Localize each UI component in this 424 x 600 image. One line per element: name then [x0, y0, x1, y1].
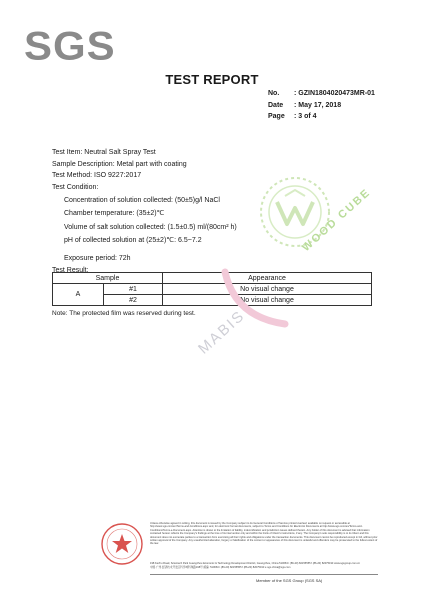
report-meta	[268, 88, 375, 123]
header-appearance: Appearance	[163, 273, 372, 284]
condition-ph: pH of collected solution at (25±2)℃: 6.5~7.2	[64, 237, 202, 245]
specimen-id: #1	[104, 284, 163, 295]
meta-date	[268, 100, 375, 112]
meta-label: Page	[268, 113, 285, 120]
sgs-logo: SGS	[24, 23, 116, 68]
test-item: Test Item: Neutral Salt Spray Test	[52, 149, 156, 156]
specimen-id: #2	[104, 295, 163, 306]
terms-fine-print: Unless otherwise agreed in writing, this document is issued by the Company subject to its General Conditions of Service printed overleaf, available on request or accessible at http://www.sgs.com/en/Terms-and-Conditions.aspx and, for electronic format documents, subject to Terms and Conditions for Electronic Documents at http://www.sgs.com/en/Terms-and-Conditions/Terms-e-Document.aspx. Attention is drawn to the limitation of liability, indemnification and jurisdiction issues defined therein. Any holder of this document is advised that information contained hereon reflects the Company's findings at the time of its intervention only and within the limits of Client's instructions, if any. The Company's sole responsibility is to its Client and this document does not exonerate parties to a transaction from exercising all their rights and obligations under the transaction documents. This document cannot be reproduced except in full, without prior written approval of the Company. Any unauthorized alteration, forgery or falsification of the content or appearance of this document is unlawful and offenders may be prosecuted to the fullest extent of the law.	[150, 522, 378, 546]
meta-value: : 3 of 4	[294, 113, 317, 120]
meta-label: No.	[268, 90, 280, 97]
note: Note: The protected film was reserved during test.	[52, 310, 196, 317]
sample-description: Sample Description: Metal part with coating	[52, 160, 187, 168]
address-en: 198 Kezhu Road, Scientech Park Guangzhou Economic & Technology Development District, Guangzhou, China 510663 t (86-20) 82155555 f (86-20) 82075193 www.sgsgroup.com.cn	[150, 562, 361, 565]
condition-concentration: Concentration of solution collected: (50±5)g/l NaCl	[64, 196, 220, 204]
condition-temperature: Chamber temperature: (35±2)℃	[64, 210, 165, 218]
watermark-green-text: WOOD CUBE	[300, 186, 374, 254]
address-block	[150, 562, 378, 569]
watermark-text: MABIS	[195, 307, 249, 358]
meta-page	[268, 111, 375, 123]
condition-volume: Volume of salt solution collected: (1.5±0.5) ml/(80cm² h)	[64, 223, 237, 231]
meta-report-number	[268, 88, 375, 100]
meta-label: Date	[268, 101, 284, 109]
appearance-value: No visual change	[163, 284, 372, 295]
test-condition-heading: Test Condition:	[52, 184, 99, 192]
condition-exposure: Exposure period: 72h	[64, 254, 131, 262]
report-title: TEST REPORT	[165, 72, 259, 87]
meta-value: : GZIN1804020473MR-01	[294, 90, 375, 97]
footer-divider	[150, 574, 378, 575]
seal-stamp-icon	[100, 522, 144, 566]
result-table	[52, 272, 372, 306]
meta-value: : May 17, 2018	[294, 101, 342, 109]
test-result-heading: Test Result:	[52, 267, 89, 275]
test-method: Test Method: ISO 9227:2017	[52, 172, 142, 180]
sample-cell: A	[53, 284, 104, 306]
address-cn: 中国·广州·经济技术开发区科学城科珠路198号 邮编: 510663 t (86-20) 82155555 f (86-20) 82075193 e sgs.china@sgs.com	[150, 565, 291, 569]
table-header-row	[53, 273, 372, 284]
table-row	[53, 284, 372, 295]
header-sample: Sample	[53, 273, 163, 284]
member-line: Member of the SGS Group (SGS SA)	[256, 578, 323, 583]
appearance-value: No visual change	[163, 295, 372, 306]
